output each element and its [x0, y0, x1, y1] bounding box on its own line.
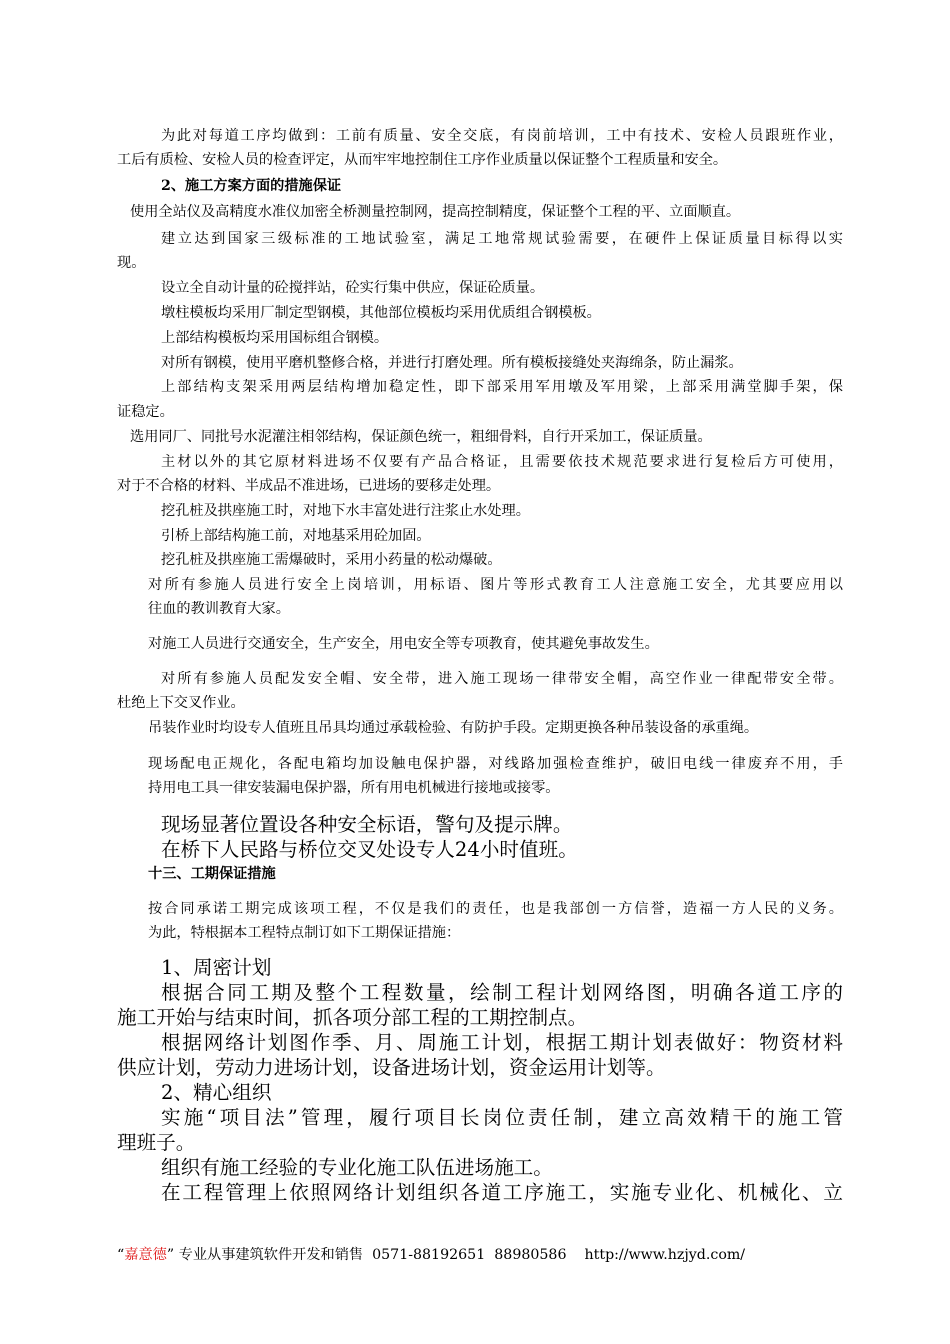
paragraph-line: 证稳定。	[117, 404, 174, 420]
paragraph: 根据合同工期及整个工程数量，绘制工程计划网络图，明确各道工序的	[161, 981, 843, 1004]
paragraph: 上部结构支架采用两层结构增加稳定性，即下部采用军用墩及军用梁，上部采用满堂脚手架，保	[161, 379, 843, 395]
paragraph-line: 杜绝上下交叉作业。	[117, 695, 245, 711]
paragraph: 吊装作业时均设专人值班且吊具均通过承载检验、有防护手段。定期更换各种吊装设备的承重绳。	[148, 720, 759, 736]
footer-brand: 嘉意德	[124, 1247, 167, 1263]
paragraph-line: 持用电工具一律安装漏电保护器，所有用电机械进行接地或接零。	[148, 780, 560, 796]
paragraph: 挖孔桩及拱座施工需爆破时，采用小药量的松动爆破。	[161, 552, 502, 568]
paragraph-line: 工后有质检、安检人员的检查评定，从而牢牢地控制住工序作业质量以保证整个工程质量和安全。	[117, 152, 728, 168]
paragraph: 对所有钢模，使用平磨机整修合格，并进行打磨处理。所有模板接缝处夹海绵条，防止漏浆。	[161, 355, 743, 371]
paragraph-line: 对于不合格的材料、半成品不准进场，已进场的要移走处理。	[117, 478, 501, 494]
footer-description: 专业从事建筑软件开发和销售	[178, 1247, 364, 1263]
paragraph: 设立全自动计量的砼搅拌站，砼实行集中供应，保证砼质量。	[161, 280, 545, 296]
paragraph: 在工程管理上依照网络计划组织各道工序施工，实施专业化、机械化、立	[161, 1181, 843, 1204]
paragraph: 根据网络计划图作季、月、周施工计划，根据工期计划表做好：物资材料	[161, 1031, 843, 1054]
paragraph: 建立达到国家三级标准的工地试验室，满足工地常规试验需要，在硬件上保证质量目标得以实	[161, 231, 843, 247]
paragraph: 挖孔桩及拱座施工时，对地下水丰富处进行注浆止水处理。	[161, 503, 530, 519]
subsection-heading: 2、精心组织	[161, 1081, 272, 1104]
paragraph: 主材以外的其它原材料进场不仅要有产品合格证，且需要依技术规范要求进行复检后方可使用，	[161, 454, 843, 470]
paragraph: 在桥下人民路与桥位交叉处设专人24小时值班。	[161, 838, 578, 861]
paragraph: 对所有参施人员进行安全上岗培训，用标语、图片等形式教育工人注意施工安全，尤其要应用以	[148, 577, 843, 593]
subsection-heading: 1、周密计划	[161, 956, 272, 979]
paragraph-line: 往血的教训教育大家。	[148, 601, 290, 617]
paragraph: 现场配电正规化，各配电箱均加设触电保护器，对线路加强检查维护，破旧电线一律废弃不用，手	[148, 756, 843, 772]
paragraph: 现场显著位置设各种安全标语，警句及提示牌。	[161, 813, 573, 836]
paragraph: 使用全站仪及高精度水准仪加密全桥测量控制网，提高控制精度，保证整个工程的平、立面顺直。	[130, 204, 741, 220]
paragraph: 按合同承诺工期完成该项工程，不仅是我们的责任，也是我部创一方信誉，造福一方人民的义务。	[148, 901, 843, 917]
paragraph: 墩柱模板均采用厂制定型钢模，其他部位模板均采用优质组合钢模板。	[161, 305, 601, 321]
footer-phone-2: 88980586	[494, 1247, 567, 1263]
paragraph: 为此对每道工序均做到：工前有质量、安全交底，有岗前培训，工中有技术、安检人员跟班作业，	[161, 128, 843, 144]
paragraph: 对施工人员进行交通安全，生产安全，用电安全等专项教育，使其避免事故发生。	[148, 636, 659, 652]
paragraph: 对所有参施人员配发安全帽、安全带，进入施工现场一律带安全帽，高空作业一律配带安全带。	[161, 671, 843, 687]
paragraph-line: 现。	[117, 255, 146, 271]
footer-quote-open: “	[117, 1247, 125, 1263]
paragraph-line: 施工开始与结束时间，抓各项分部工程的工期控制点。	[117, 1006, 588, 1029]
paragraph: 组织有施工经验的专业化施工队伍进场施工。	[161, 1156, 553, 1179]
section-heading: 2、施工方案方面的措施保证	[161, 178, 342, 194]
paragraph-line: 供应计划，劳动力进场计划，设备进场计划，资金运用计划等。	[117, 1056, 666, 1079]
section-heading: 十三、工期保证措施	[148, 866, 276, 882]
paragraph-line: 理班子。	[117, 1131, 196, 1154]
paragraph: 上部结构模板均采用国标组合钢模。	[161, 330, 389, 346]
footer-quote-close: ”	[166, 1247, 175, 1263]
footer-url: http://www.hzjyd.com/	[584, 1247, 746, 1263]
paragraph: 引桥上部结构施工前，对地基采用砼加固。	[161, 528, 431, 544]
page-footer	[117, 1245, 745, 1265]
paragraph: 选用同厂、同批号水泥灌注相邻结构，保证颜色统一，粗细骨料，自行开采加工，保证质量。	[130, 429, 712, 445]
footer-phone-1: 0571-88192651	[372, 1247, 486, 1263]
paragraph: 实施“项目法”管理，履行项目长岗位责任制，建立高效精干的施工管	[161, 1106, 843, 1129]
paragraph-line: 为此，特根据本工程特点制订如下工期保证措施：	[148, 925, 461, 941]
